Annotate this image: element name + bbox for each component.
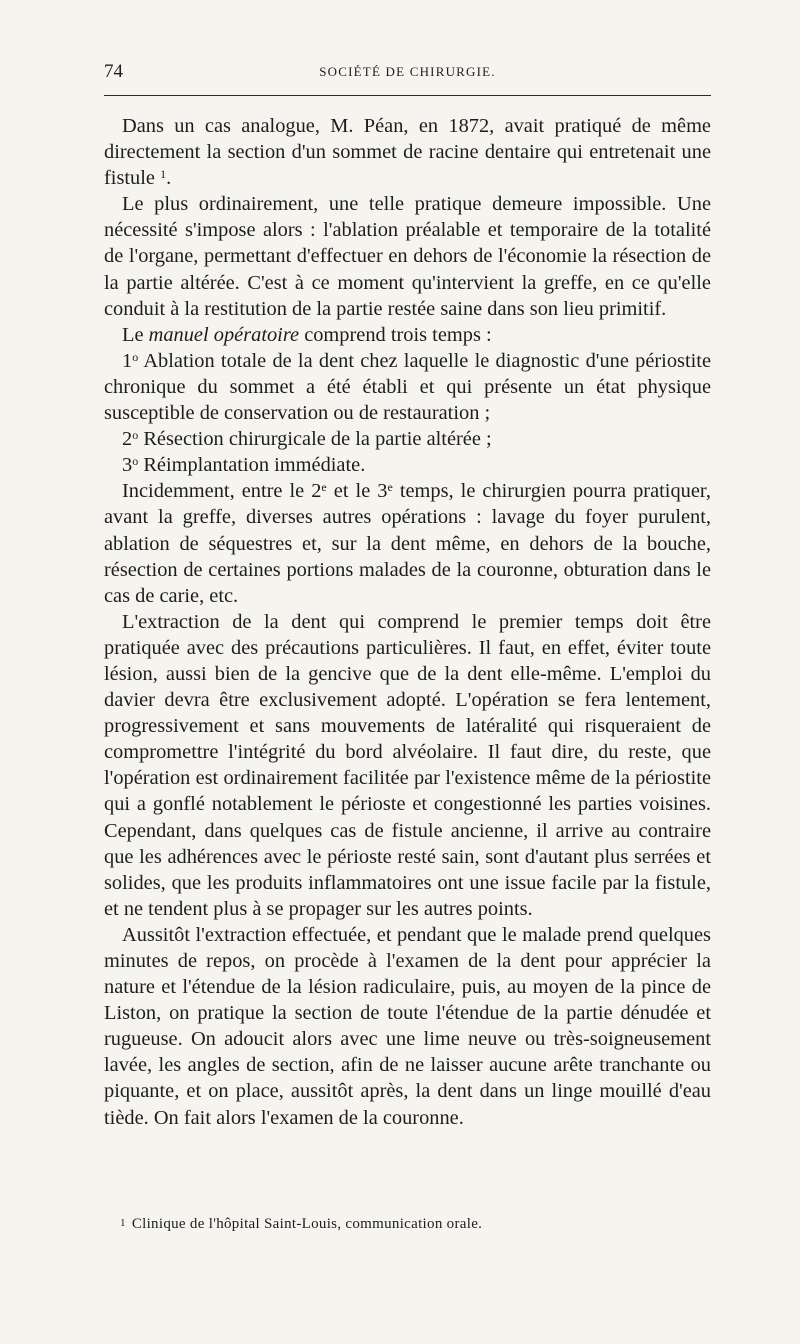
list-item-1-ordinal: o bbox=[132, 349, 139, 364]
paragraph-1-end: . bbox=[166, 167, 172, 190]
paragraph-3-italic: manuel opératoire bbox=[148, 323, 300, 346]
list-item-1 bbox=[104, 348, 711, 426]
footnote-reference[interactable]: 1 bbox=[160, 167, 167, 182]
paragraph-5: L'extraction de la dent qui comprend le premier temps doit être pratiquée avec des précautions particulières. Il faut, en effet, éviter toute lésion, aussi bien de la gencive que de la dent elle-même. L'emploi du davier devra être exclusivement adopté. L'opération se fera lentement, progressivement et sans mouvements de latéralité qui risqueraient de compromettre l'intégrité du bord alvéolaire. Il faut dire, du reste, que l'opération est ordinairement facilitée par l'existence même de la périostite qui a gonflé notablement le périoste et congestionné les parties voisines. Cependant, dans quelques cas de fistule ancienne, il arrive au contraire que les adhérences avec le périoste resté sain, sont d'autant plus serrées et solides, que les produits inflammatoires ont une issue facile par la fistule, et ne tendent plus à se propager sur les autres points. bbox=[104, 610, 711, 920]
list-item-3-text: Réimplantation immédiate. bbox=[143, 454, 366, 477]
footnote bbox=[120, 1213, 680, 1234]
paragraph-3 bbox=[104, 322, 711, 348]
list-item-2-text: Résection chirurgicale de la partie altérée ; bbox=[143, 428, 492, 451]
list-item-2-ordinal: o bbox=[132, 428, 139, 443]
paragraph-1 bbox=[104, 113, 711, 191]
paragraph-4-sup-1: e bbox=[321, 480, 327, 495]
paragraph-6: Aussitôt l'extraction effectuée, et pendant que le malade prend quelques minutes de repos, on procède à l'examen de la dent pour apprécier la nature et l'étendue de la lésion radiculaire, puis, au moyen de la pince de Liston, on pratique la section de toute l'étendue de la partie dénudée et rugueuse. On adoucit alors avec une lime neuve ou très-soigneusement lavée, les angles de section, afin de ne laisser aucune arête tranchante ou piquante, et on place, aussitôt après, la dent dans un linge mouillé d'eau tiède. On fait alors l'examen de la couronne. bbox=[104, 923, 711, 1129]
paragraph-3-after: comprend trois temps : bbox=[304, 323, 492, 346]
list-item-1-text: Ablation totale de la dent chez laquelle le diagnostic d'une périostite chronique du sommet a été établi et qui présente un état physique susceptible de conservation ou de restauration ; bbox=[104, 349, 711, 425]
paragraph-4-b: et le 3 bbox=[333, 480, 388, 503]
list-item-1-number: 1 bbox=[122, 349, 133, 372]
footnote-mark: 1 bbox=[120, 1217, 126, 1229]
paragraph-4-sup-2: e bbox=[387, 480, 393, 495]
list-item-3-ordinal: o bbox=[132, 454, 139, 469]
page-header bbox=[104, 60, 711, 84]
paragraph-4-a: Incidemment, entre le 2 bbox=[122, 480, 322, 503]
list-item-2-number: 2 bbox=[122, 428, 133, 451]
paragraph-3-before: Le bbox=[122, 323, 144, 346]
paragraph-1-text: Dans un cas analogue, M. Péan, en 1872, avait pratiqué de même directement la section d'un sommet de racine dentaire qui entretenait une fistule bbox=[104, 115, 711, 190]
list-item-3-number: 3 bbox=[122, 454, 133, 477]
paragraph-2: Le plus ordinairement, une telle pratique demeure impossible. Une nécessité s'impose alors : l'ablation préalable et temporaire de la totalité de l'organe, permettant d'effectuer en dehors de l'économie la résection de la partie altérée. C'est à ce moment qu'intervient la greffe, en ce qu'elle conduit à la restitution de la partie restée saine dans son lieu primitif. bbox=[104, 193, 711, 320]
running-head: SOCIÉTÉ DE CHIRURGIE. bbox=[319, 64, 496, 79]
paragraph-4-c: temps, le chirurgien pourra pratiquer, avant la greffe, diverses autres opérations : lavage du foyer purulent, ablation de séquestres et, sur la dent même, en dehors de la bouche, résection de certaines portions malades de la couronne, obturation dans le cas de carie, etc. bbox=[104, 480, 711, 607]
header-rule bbox=[104, 95, 711, 96]
list-item-2 bbox=[104, 426, 711, 452]
footnote-text: Clinique de l'hôpital Saint-Louis, communication orale. bbox=[131, 1216, 483, 1232]
body-text bbox=[104, 113, 711, 1131]
list-item-3 bbox=[104, 452, 711, 478]
paragraph-4 bbox=[104, 478, 711, 608]
page-number: 74 bbox=[104, 61, 123, 82]
